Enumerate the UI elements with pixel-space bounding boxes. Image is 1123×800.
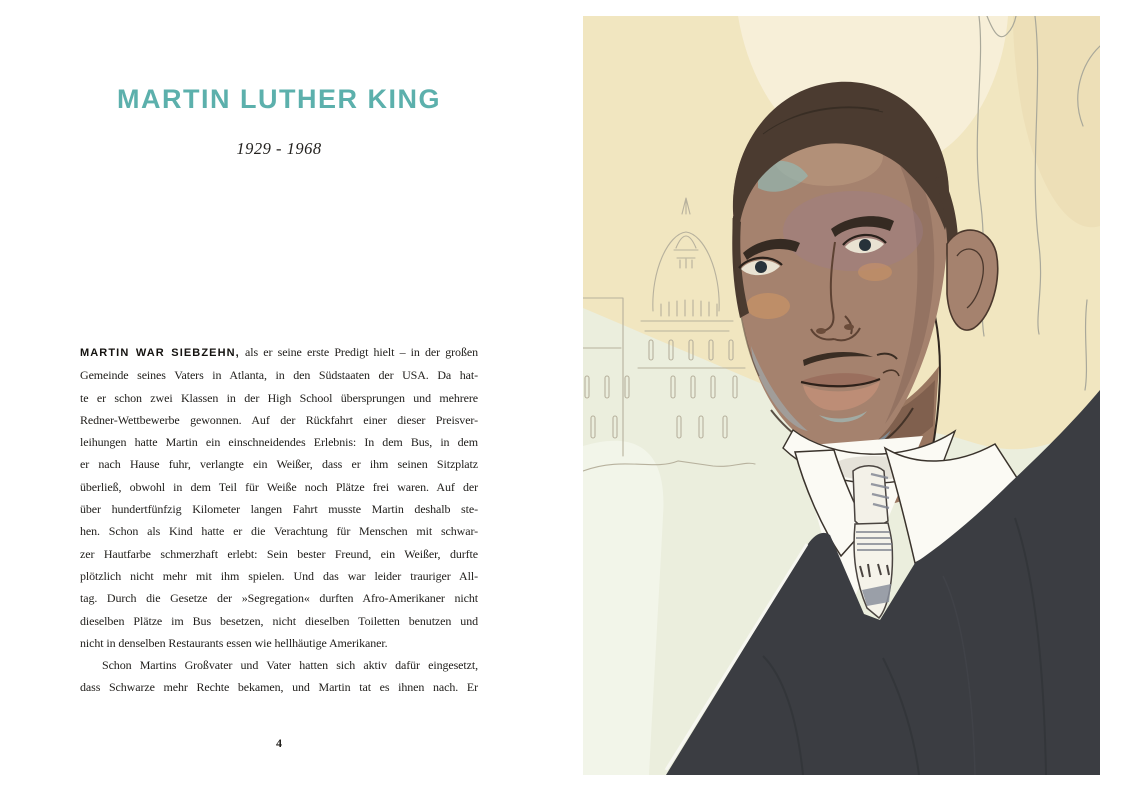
body-line: dass Schwarze mehr Rechte bekamen, und Martin tat es ihnen nach. Er [80,680,478,695]
body-line: plötzlich nicht mehr mit ihm spielen. Und das war leider trauriger All- [80,568,478,583]
body-line: er nach Hause fuhr, verlangte ein Weißer, dass er ihm seinen Sitzplatz [80,457,478,472]
body-text [80,341,478,699]
body-line: leihungen hatte Martin ein einschneidendes Erlebnis: In dem Bus, in dem [80,435,478,450]
lead-in-text: MARTIN WAR SIEBZEHN, [80,347,240,359]
cheek-accent-right [858,263,892,281]
brow-shading [783,191,923,271]
body-line: über hundertfünfzig Kilometer langen Fahrt musste Martin deshalb ste- [80,502,478,517]
body-line: hen. Schon als Kind hatte er die Verachtung für Menschen mit schwar- [80,524,478,539]
mlk-portrait-svg [583,16,1100,775]
body-line: Redner-Wettbewerbe gewonnen. Auf der Rückfahrt einer dieser Preisver- [80,412,478,427]
body-line: Gemeinde seines Vaters in Atlanta, in den Südstaaten der USA. Da hat- [80,368,478,383]
life-dates: 1929 - 1968 [236,139,322,158]
page-number: 4 [276,736,282,750]
body-line: nicht in denselben Restaurants essen wie hellhäutige Amerikaner. [80,635,388,650]
body-line: zer Hautfarbe schmerzhaft erlebt: Sein bester Freund, ein Weißer, durfte [80,546,478,561]
portrait-illustration [583,16,1100,775]
body-line: te er schon zwei Klassen in der High School übersprungen und mehrere [80,390,478,405]
body-line: tag. Durch die Gesetze der »Segregation« durften Afro-Amerikaner nicht [80,591,478,606]
text-column [80,0,478,800]
body-line: dieselben Plätze im Bus besetzen, nicht dieselben Toiletten benutzen und [80,613,478,628]
body-line: Schon Martins Großvater und Vater hatten sich aktiv dafür eingesetzt, [102,658,478,673]
cheek-accent-left [746,293,790,319]
body-line: überließ, obwohl in dem Teil für Weiße noch Plätze frei waren. Auf der [80,479,478,494]
body-line: MARTIN WAR SIEBZEHN, als er seine erste Predigt hielt – in der großen [80,345,478,359]
page-title: MARTIN LUTHER KING [117,84,441,114]
